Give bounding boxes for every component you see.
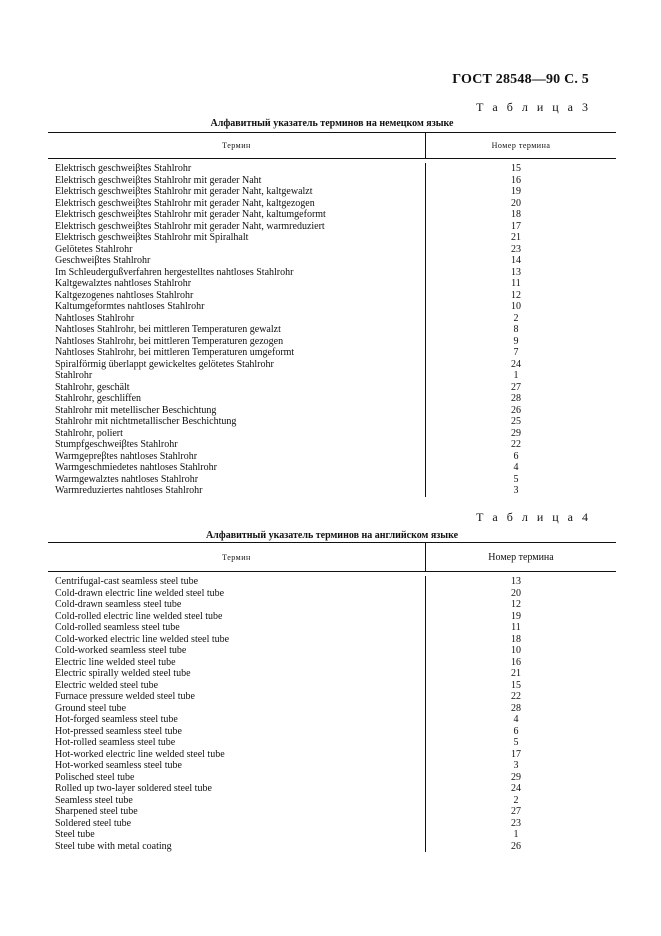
- table-4-row-term: Polisched steel tube: [55, 771, 135, 783]
- table-3-row-number: 5: [513, 473, 519, 485]
- table-3-row-number: 22: [511, 439, 521, 450]
- table-4-row-number: 10: [511, 645, 521, 656]
- table-4-row-number: 28: [511, 702, 521, 714]
- table-4-row-term: Electric spirally welded steel tube: [55, 668, 191, 679]
- table-3-row-term: Nahtloses Stahlrohr: [55, 312, 135, 324]
- table-4-title: Алфавитный указатель терминов на английском языке: [205, 530, 459, 541]
- table-3-row-term: Elektrisch geschweiβtes Stahlrohr mit gerader Naht, warmreduziert: [55, 220, 325, 232]
- table-3-row-term: Gelötetes Stahlrohr: [55, 243, 133, 255]
- table-3-row-term: Elektrisch geschweiβtes Stahlrohr: [55, 163, 192, 174]
- table-4-row-term: Steel tube with metal coating: [55, 840, 172, 852]
- table-3: [48, 132, 616, 497]
- table-4-col-term: Термин: [48, 543, 426, 571]
- table-3-row-term: Stahlrohr, poliert: [55, 427, 123, 439]
- table-4-row-term: Hot-worked electric line welded steel tube: [55, 748, 225, 760]
- table-3-row-number: 10: [511, 301, 521, 312]
- table-4-row-term: Hot-rolled seamless steel tube: [55, 737, 176, 748]
- table-3-row-term: Elektrisch geschweiβtes Stahlrohr mit gerader Naht, kaltgezogen: [55, 197, 315, 209]
- table-3-row-term: Elektrisch geschweiβtes Stahlrohr mit gerader Naht, kaltumgeformt: [55, 209, 326, 220]
- table-3-row-number: 18: [511, 209, 521, 220]
- table-3-row-term: Warmgepreβtes nahtloses Stahlrohr: [55, 450, 198, 462]
- table-4-row-number: 2: [513, 794, 519, 806]
- table-4-row-number: 29: [511, 771, 521, 783]
- table-3-row-number: 17: [511, 220, 521, 232]
- table-4-row-number: 27: [511, 806, 521, 817]
- table-4-row-term: Cold-rolled electric line welded steel tube: [55, 610, 223, 622]
- table-3-row-term: Kaltgewalztes nahtloses Stahlrohr: [55, 278, 192, 289]
- table-4-row-term: Seamless steel tube: [55, 794, 133, 806]
- table-3-row-number: 25: [511, 416, 521, 427]
- table-4-row-term: Hot-pressed seamless steel tube: [55, 725, 182, 737]
- page-header: ГОСТ 28548—90 С. 5: [452, 72, 589, 87]
- table-4-row-term: Cold-worked electric line welded steel tube: [55, 633, 230, 645]
- table-4-label: Т а б л и ц а 4: [476, 510, 591, 524]
- table-3-title: Алфавитный указатель терминов на немецком языке: [210, 118, 454, 129]
- table-3-row-number: 15: [511, 163, 521, 174]
- table-3-row-number: 1: [513, 370, 519, 381]
- table-4-row-number: 24: [511, 783, 521, 794]
- table-3-col-number: Номер термина: [491, 141, 551, 150]
- table-4-row-term: Hot-forged seamless steel tube: [55, 714, 178, 725]
- table-3-row-number: 26: [511, 404, 521, 416]
- table-3-row-term: Nahtloses Stahlrohr, bei mittleren Temperaturen gezogen: [55, 335, 284, 347]
- table-4-row-term: Soldered steel tube: [55, 817, 132, 829]
- table-3-row-term: Spiralförmig überlappt gewickeltes gelötetes Stahlrohr: [55, 358, 274, 370]
- table-4-row-term: Electric line welded steel tube: [55, 656, 176, 668]
- table-4-numbers-column: [426, 576, 616, 852]
- table-4-row-term: Cold-worked seamless steel tube: [55, 645, 187, 656]
- table-3-row-term: Im Schleudergußverfahren hergestelltes nahtloses Stahlrohr: [55, 266, 294, 278]
- table-4-row-term: Furnace pressure welded steel tube: [55, 691, 195, 702]
- table-3-header: [48, 132, 616, 159]
- table-4-row-term: Cold-rolled seamless steel tube: [55, 622, 180, 633]
- table-3-row-number: 19: [511, 186, 521, 197]
- table-4-row-number: 11: [511, 622, 521, 633]
- table-3-row-number: 14: [511, 255, 521, 266]
- table-4-row-number: 20: [511, 587, 521, 599]
- table-3-row-number: 20: [511, 197, 521, 209]
- table-4-row-number: 19: [511, 610, 521, 622]
- table-3-terms-column: [48, 163, 426, 497]
- table-3-row-term: Stahlrohr mit nichtmetallischer Beschichtung: [55, 416, 237, 427]
- table-3-row-number: 27: [511, 381, 521, 393]
- table-4-row-number: 18: [511, 633, 521, 645]
- table-4-row-number: 12: [511, 599, 521, 610]
- table-3-row-number: 11: [511, 278, 521, 289]
- table-3-row-term: Warmreduziertes nahtloses Stahlrohr: [55, 485, 203, 496]
- table-3-row-number: 21: [511, 232, 521, 243]
- table-4-row-number: 16: [511, 656, 521, 668]
- table-3-body: [48, 159, 616, 497]
- table-3-row-term: Elektrisch geschweiβtes Stahlrohr mit gerader Naht: [55, 174, 262, 186]
- table-4-row-number: 3: [513, 760, 519, 771]
- table-3-label: Т а б л и ц а 3: [476, 100, 591, 114]
- table-4-row-number: 26: [511, 840, 521, 852]
- table-3-row-number: 24: [511, 358, 521, 370]
- table-4-terms-column: [48, 576, 426, 852]
- table-3-row-number: 28: [511, 393, 521, 404]
- table-4-row-term: Sharpened steel tube: [55, 806, 138, 817]
- table-4-row-term: Hot-worked seamless steel tube: [55, 760, 182, 771]
- table-3-row-number: 3: [513, 485, 519, 496]
- table-4-row-number: 13: [511, 576, 521, 587]
- table-3-row-term: Warmgewalztes nahtloses Stahlrohr: [55, 473, 199, 485]
- table-4-body: [48, 572, 616, 852]
- table-3-row-term: Stahlrohr mit metellischer Beschichtung: [55, 404, 217, 416]
- table-4-row-term: Cold-drawn seamless steel tube: [55, 599, 182, 610]
- table-4-row-number: 23: [511, 817, 521, 829]
- table-3-row-term: Stahlrohr: [55, 370, 93, 381]
- table-3-row-term: Warmgeschmiedetes nahtloses Stahlrohr: [55, 462, 217, 473]
- table-3-row-number: 4: [513, 462, 519, 473]
- table-4-row-number: 17: [511, 748, 521, 760]
- table-3-row-term: Nahtloses Stahlrohr, bei mittleren Temperaturen gewalzt: [55, 324, 281, 335]
- table-4-row-term: Cold-drawn electric line welded steel tube: [55, 587, 225, 599]
- table-3-row-number: 23: [511, 243, 521, 255]
- table-4: [48, 542, 616, 852]
- table-4-header: [48, 542, 616, 572]
- table-3-row-term: Stumpfgeschweiβtes Stahlrohr: [55, 439, 178, 450]
- table-3-row-number: 2: [513, 312, 519, 324]
- table-3-row-term: Kaltumgeformtes nahtloses Stahlrohr: [55, 301, 205, 312]
- table-4-row-number: 21: [511, 668, 521, 679]
- table-3-row-number: 12: [511, 289, 521, 301]
- table-4-row-term: Centrifugal-cast seamless steel tube: [55, 576, 199, 587]
- table-3-row-number: 13: [511, 266, 521, 278]
- table-3-row-term: Kaltgezogenes nahtloses Stahlrohr: [55, 289, 194, 301]
- table-3-col-term: Термин: [48, 133, 426, 158]
- table-3-row-number: 7: [513, 347, 519, 358]
- table-3-row-term: Elektrisch geschweiβtes Stahlrohr mit gerader Naht, kaltgewalzt: [55, 186, 313, 197]
- table-3-row-number: 8: [513, 324, 519, 335]
- table-3-row-term: Geschweiβtes Stahlrohr: [55, 255, 151, 266]
- table-4-row-number: 22: [511, 691, 521, 702]
- table-3-row-number: 29: [511, 427, 521, 439]
- table-4-row-number: 15: [511, 679, 521, 691]
- table-4-row-term: Steel tube: [55, 829, 95, 840]
- table-3-row-number: 16: [511, 174, 521, 186]
- table-3-row-number: 6: [513, 450, 519, 462]
- table-3-row-term: Stahlrohr, geschliffen: [55, 393, 142, 404]
- table-3-row-term: Stahlrohr, geschält: [55, 381, 130, 393]
- table-4-row-number: 6: [513, 725, 519, 737]
- table-4-row-term: Ground steel tube: [55, 702, 127, 714]
- table-3-row-number: 9: [513, 335, 519, 347]
- table-4-col-number: Номер термина: [488, 551, 554, 563]
- table-3-row-term: Elektrisch geschweiβtes Stahlrohr mit Spiralhalt: [55, 232, 249, 243]
- table-4-row-number: 5: [513, 737, 519, 748]
- table-4-row-term: Electric welded steel tube: [55, 679, 159, 691]
- table-3-numbers-column: [426, 163, 616, 497]
- table-4-row-number: 1: [513, 829, 519, 840]
- table-3-row-term: Nahtloses Stahlrohr, bei mittleren Temperaturen umgeformt: [55, 347, 295, 358]
- table-4-row-number: 4: [513, 714, 519, 725]
- table-4-row-term: Rolled up two-layer soldered steel tube: [55, 783, 212, 794]
